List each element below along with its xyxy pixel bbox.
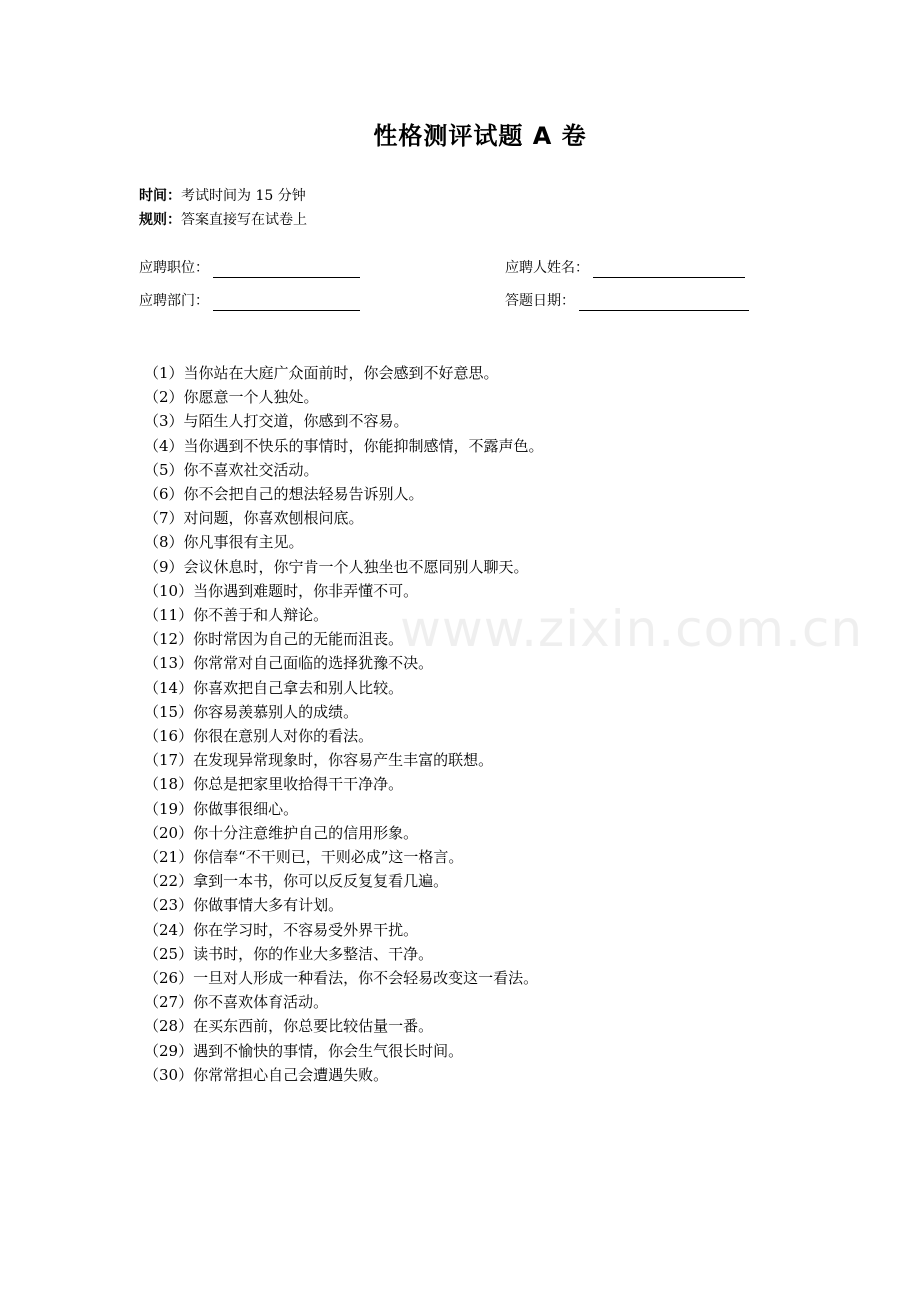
question-item: （13）你常常对自己面临的选择犹豫不决。 — [144, 654, 434, 673]
question-item: （6）你不会把自己的想法轻易告诉别人。 — [144, 485, 424, 504]
position-field — [139, 258, 360, 278]
question-item: （30）你常常担心自己会遭遇失败。 — [144, 1065, 389, 1084]
question-item: （15）你容易羡慕别人的成绩。 — [144, 702, 359, 721]
question-item: （28）在买东西前，你总要比较估量一番。 — [144, 1017, 434, 1036]
question-item: （21）你信奉“不干则已，干则必成”这一格言。 — [144, 848, 464, 867]
question-item: （2）你愿意一个人独处。 — [144, 388, 319, 407]
question-item: （11）你不善于和人辩论。 — [144, 606, 329, 625]
department-blank-line[interactable] — [213, 295, 360, 311]
question-item: （25）读书时，你的作业大多整洁、干净。 — [144, 944, 434, 963]
watermark: www.zixin.com.cn — [400, 600, 864, 658]
date-field — [505, 291, 749, 311]
question-item: （29）遇到不愉快的事情，你会生气很长时间。 — [144, 1041, 464, 1060]
question-item: （18）你总是把家里收拾得干干净净。 — [144, 775, 404, 794]
question-item: （9）会议休息时，你宁肯一个人独坐也不愿同别人聊天。 — [144, 557, 529, 576]
question-item: （20）你十分注意维护自己的信用形象。 — [144, 823, 419, 842]
question-item: （5）你不喜欢社交活动。 — [144, 460, 319, 479]
question-item: （8）你凡事很有主见。 — [144, 533, 304, 552]
page-title: 性格测评试题 A 卷 — [373, 122, 587, 150]
exam-time-row — [139, 184, 307, 208]
question-item: （7）对问题，你喜欢刨根问底。 — [144, 509, 364, 528]
question-item: （14）你喜欢把自己拿去和别人比较。 — [144, 678, 404, 697]
question-item: （23）你做事情大多有计划。 — [144, 896, 344, 915]
name-blank-line[interactable] — [593, 262, 745, 278]
question-item: （1）当你站在大庭广众面前时，你会感到不好意思。 — [144, 364, 499, 382]
exam-rule-value: 答案直接写在试卷上 — [181, 212, 307, 228]
position-label: 应聘职位： — [139, 260, 209, 276]
question-item: （27）你不喜欢体育活动。 — [144, 993, 329, 1012]
department-field — [139, 291, 360, 311]
date-blank-line[interactable] — [579, 295, 749, 311]
question-item: （12）你时常因为自己的无能而沮丧。 — [144, 630, 404, 649]
name-field — [505, 258, 745, 278]
date-label: 答题日期： — [505, 293, 575, 309]
exam-time-value: 考试时间为 15 分钟 — [181, 188, 306, 204]
exam-rule-label: 规则： — [139, 212, 181, 228]
department-label: 应聘部门： — [139, 293, 209, 309]
question-list — [144, 361, 544, 1087]
name-label: 应聘人姓名： — [505, 260, 589, 276]
question-item: （4）当你遇到不快乐的事情时，你能抑制感情，不露声色。 — [144, 436, 544, 455]
question-item: （17）在发现异常现象时，你容易产生丰富的联想。 — [144, 751, 494, 770]
question-item: （3）与陌生人打交道，你感到不容易。 — [144, 412, 409, 431]
question-item: （10）当你遇到难题时，你非弄懂不可。 — [144, 581, 419, 600]
question-item: （16）你很在意别人对你的看法。 — [144, 727, 374, 746]
exam-meta — [139, 184, 307, 232]
exam-time-label: 时间： — [139, 188, 181, 204]
position-blank-line[interactable] — [213, 262, 360, 278]
question-item: （19）你做事很细心。 — [144, 799, 299, 818]
exam-rule-row — [139, 208, 307, 232]
question-item: （24）你在学习时，不容易受外界干扰。 — [144, 920, 419, 939]
question-item: （22）拿到一本书，你可以反反复复看几遍。 — [144, 872, 449, 891]
question-item: （26）一旦对人形成一种看法，你不会轻易改变这一看法。 — [144, 969, 539, 988]
